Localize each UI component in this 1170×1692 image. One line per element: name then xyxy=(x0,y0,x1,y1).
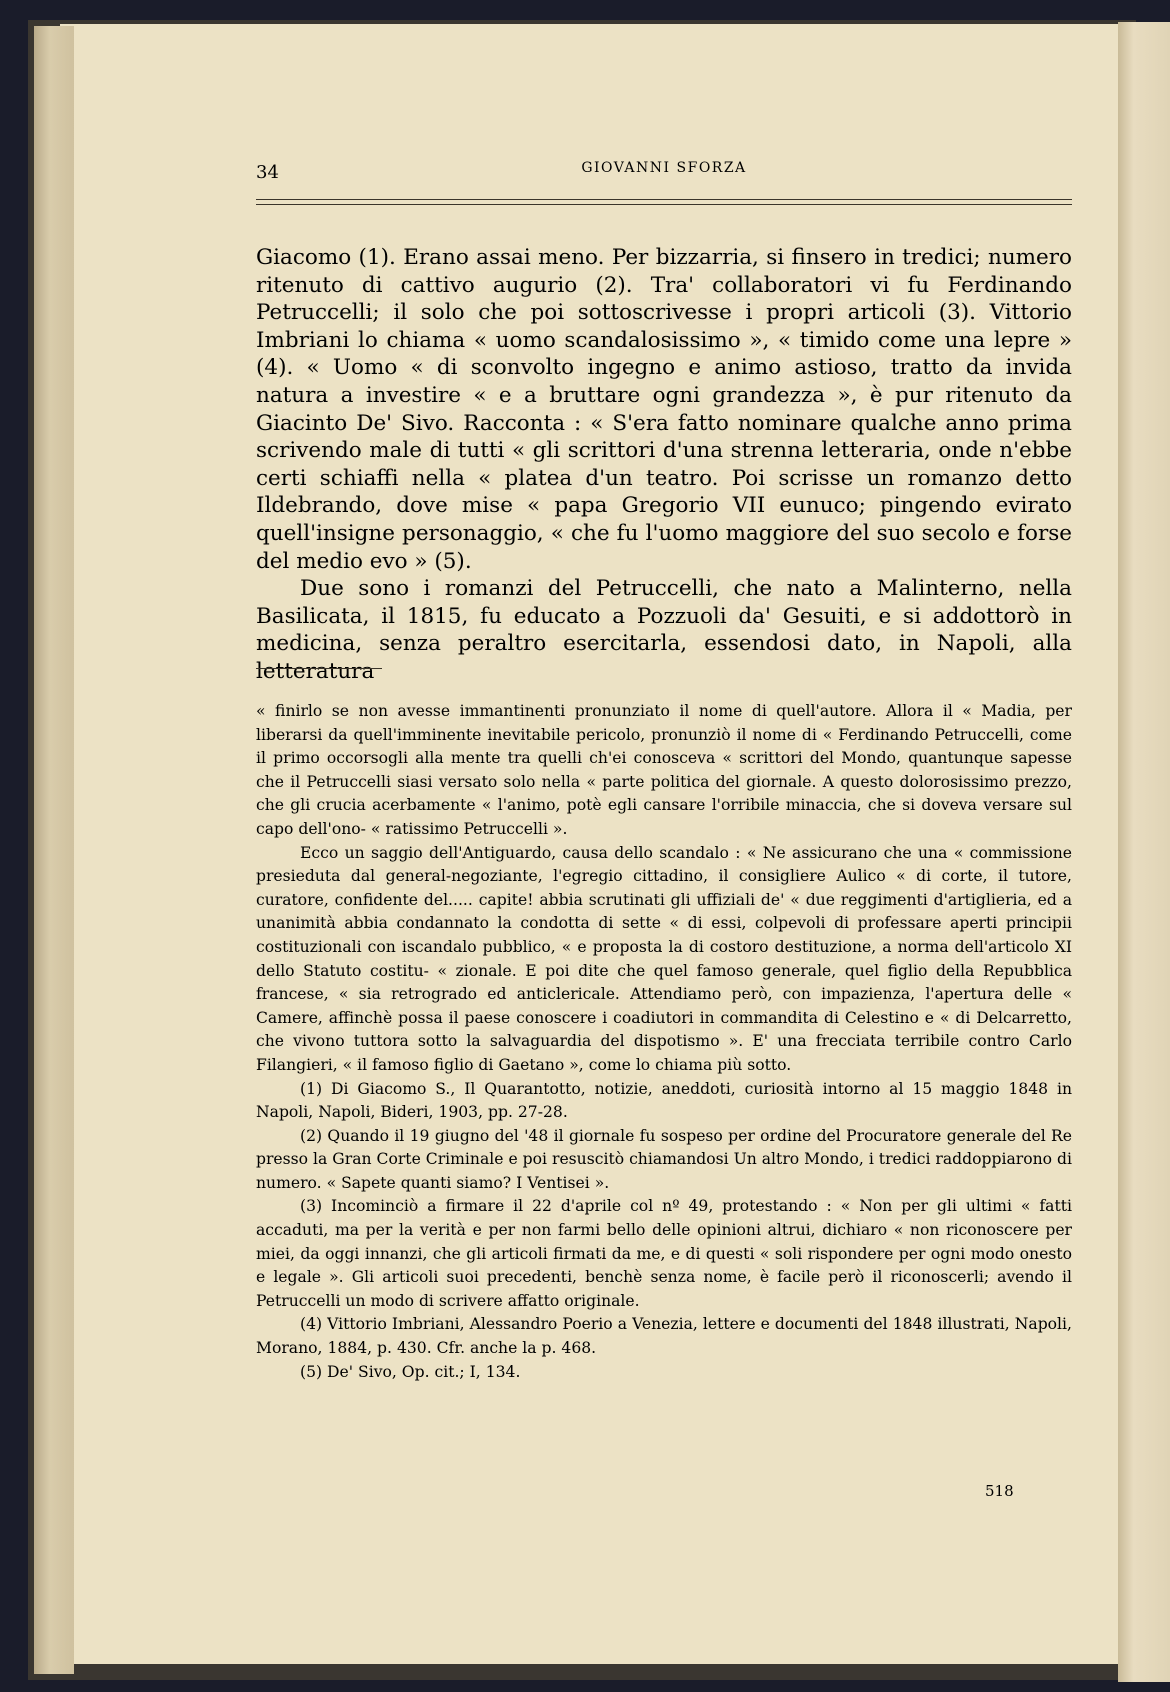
page-stack-edge xyxy=(34,26,74,1674)
footnote-4: (4) Vittorio Imbriani, Alessandro Poerio a Venezia, lettere e documenti del 1848 illustrati, Napoli, Morano, 1884, p. 430. Cfr. anche la p. 468. xyxy=(256,1315,1072,1358)
footnote-3: (3) Incominciò a firmare il 22 d'aprile col nº 49, protestando : « Non per gli ultimi « fatti accaduti, ma per la verità e per non farmi bello delle opinioni altrui, dichiaro « non riconoscere per miei, da oggi innanzi, che gli articoli firmati da me, e di questi « soli rispondere per ogni modo onesto e legale ». Gli articoli suoi precedenti, benchè senza nome, è facile però il riconoscerli; avendo il Petruccelli un modo di scrivere affatto originale. xyxy=(256,1197,1072,1310)
footnotes xyxy=(256,700,1072,1384)
page-number: 34 xyxy=(256,162,279,183)
footnote-2: (2) Quando il 19 giugno del '48 il giornale fu sospeso per ordine del Procuratore generale del Re presso la Gran Corte Criminale e poi resuscitò chiamandosi Un altro Mondo, i tredici raddoppiarono di numero. « Sapete quanti siamo? I Ventisei ». xyxy=(256,1126,1072,1192)
main-text xyxy=(256,244,1072,686)
footnote-1: (1) Di Giacomo S., Il Quarantotto, notizie, aneddoti, curiosità intorno al 15 maggio 1848 in Napoli, Napoli, Bideri, 1903, pp. 27-28. xyxy=(256,1079,1072,1122)
sheet-number: 518 xyxy=(985,1482,1014,1500)
note-continuation-2: Ecco un saggio dell'Antiguardo, causa dello scandalo : « Ne assicurano che una « commissione presieduta dal general-negoziante, l'egregio cittadino, il consigliere Aulico « di corte, il tutore, curatore, confidente del..... capite! abbia scrutinati gli uffiziali de' « due reggimenti d'artiglieria, ed a unanimità abbia condannato la condotta di sette « di essi, colpevoli di professare aperti principii costituzionali con iscandalo pubblico, « e proposta la di costoro destituzione, a norma dell'articolo XI dello Statuto costitu- « zionale. E poi dite che quel famoso generale, quel figlio della Repubblica francese, « sia retrogrado ed anticlericale. Attendiamo però, con impazienza, l'apertura delle « Camere, affinchè possa il paese conoscere i coadiutori in commandita di Celestino e « di Delcarretto, che vivono tuttora sotto la salvaguardia del dispotismo ». E' una frecciata terribile contro Carlo Filangieri, « il famoso figlio di Gaetano », come lo chiama più sotto. xyxy=(256,843,1072,1074)
paragraph-1: Giacomo (1). Erano assai meno. Per bizzarria, si finsero in tredici; numero ritenuto di cattivo augurio (2). Tra' collaboratori vi fu Ferdinando Petruccelli; il solo che poi sottoscrivesse i propri articoli (3). Vittorio Imbriani lo chiama « uomo scandalosissimo », « timido come una lepre » (4). « Uomo « di sconvolto ingegno e animo astioso, tratto da invida natura a investire « e a bruttare ogni grandezza », è pur ritenuto da Giacinto De' Sivo. Racconta : « S'era fatto nominare qualche anno prima scrivendo male di tutti « gli scrittori d'una strenna letteraria, onde n'ebbe certi schiaffi nella « platea d'un teatro. Poi scrisse un romanzo detto Ildebrando, dove mise « papa Gregorio VII eunuco; pingendo evirato quell'insigne personaggio, « che fu l'uomo maggiore del suo secolo e forse del medio evo » (5). xyxy=(256,245,1072,574)
footnote-rule xyxy=(256,668,382,669)
header-rule xyxy=(256,199,1072,205)
paragraph-2: Due sono i romanzi del Petruccelli, che nato a Malinterno, nella Basilicata, il 1815, fu educato a Pozzuoli da' Gesuiti, e si addottorò in medicina, senza peraltro esercitarla, essendosi dato, in Napoli, alla letteratura xyxy=(256,576,1072,684)
footnote-5: (5) De' Sivo, Op. cit.; I, 134. xyxy=(300,1362,521,1381)
facing-page-edge xyxy=(1118,22,1170,1682)
note-continuation-1: « finirlo se non avesse immantinenti pronunziato il nome di quell'autore. Allora il « Madia, per liberarsi da quell'imminente inevitabile pericolo, pronunziò il nome di « Ferdinando Petruccelli, come il primo occorsogli alla mente tra quelli ch'ei conosceva « scrittori del Mondo, quantunque sapesse che il Petruccelli siasi versato solo nella « parte politica del giornale. A questo dolorosissimo prezzo, che gli crucia acerbamente « l'animo, potè egli cansare l'orribile minaccia, che si doveva versare sul capo dell'ono- « ratissimo Petruccelli ». xyxy=(256,702,1072,838)
running-title: GIOVANNI SFORZA xyxy=(581,160,747,176)
page-header xyxy=(256,144,1072,183)
